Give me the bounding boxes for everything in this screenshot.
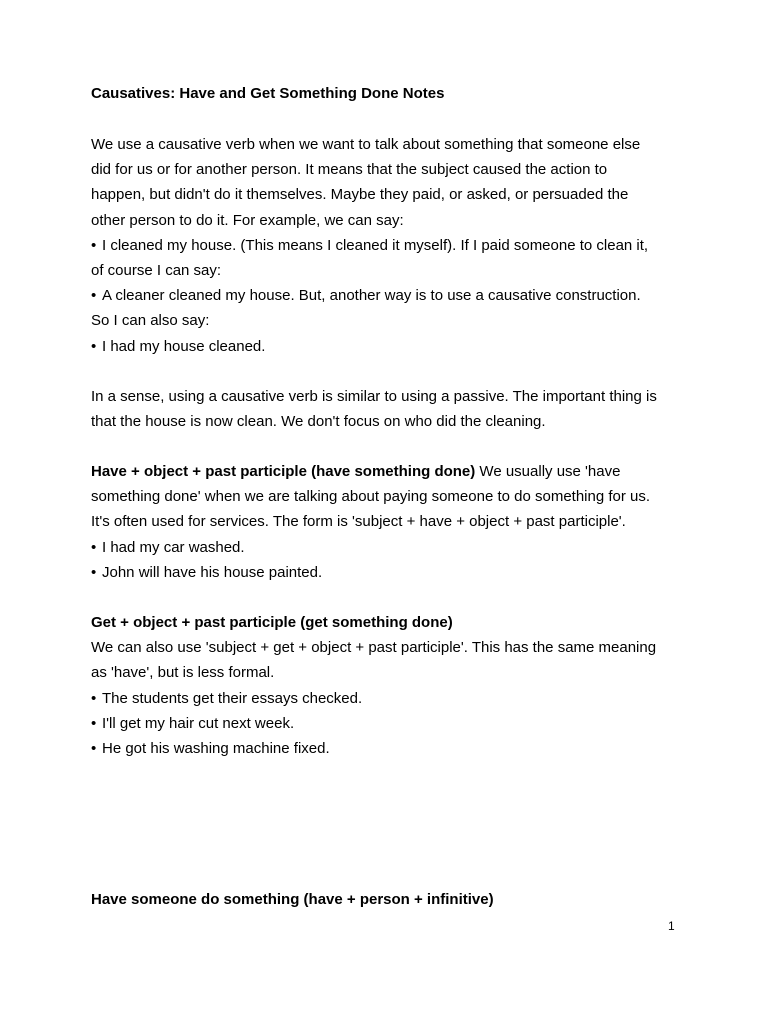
have-section-line: It's often used for services. The form is 'subject + have + object + past participle'.: [91, 513, 626, 531]
bullet-text: I cleaned my house. (This means I cleaned it myself). If I paid someone to clean it,: [102, 236, 649, 254]
bullet-text: I had my car washed.: [102, 538, 245, 556]
bullet-icon: •: [91, 236, 97, 254]
bullet-icon: •: [91, 714, 97, 732]
title-block: [91, 81, 691, 106]
get-section-heading: Get + object + past participle (get something done): [91, 614, 453, 631]
intro-line: happen, but didn't do it themselves. Maybe they paid, or asked, or persuaded the: [91, 186, 629, 204]
have-section-first-line: [91, 459, 691, 484]
bullet-icon: •: [91, 287, 97, 305]
bullet-continuation: of course I can say:: [91, 261, 222, 279]
bullet-icon: •: [91, 563, 97, 581]
bullet-text: John will have his house painted.: [102, 563, 323, 581]
bullet-icon: •: [91, 538, 97, 556]
document-title: Causatives: Have and Get Something Done Notes: [91, 85, 445, 102]
passive-line: In a sense, using a causative verb is similar to using a passive. The important thing is: [91, 388, 657, 405]
intro-line: other person to do it. For example, we can say:: [91, 211, 404, 229]
bullet-icon: •: [91, 337, 97, 355]
get-section-line: as 'have', but is less formal.: [91, 664, 275, 682]
bullet-item: [91, 560, 691, 585]
have-someone-heading: Have someone do something (have + person + infinitive): [91, 891, 494, 908]
passive-line: that the house is now clean. We don't focus on who did the cleaning.: [91, 413, 546, 431]
bullet-icon: •: [91, 689, 97, 707]
have-section-heading: Have + object + past participle (have something done): [91, 463, 476, 480]
bullet-text: A cleaner cleaned my house. But, another way is to use a causative construction.: [102, 287, 641, 305]
intro-paragraph: [91, 132, 691, 359]
have-section-line: something done' when we are talking about paying someone to do something for us.: [91, 488, 651, 506]
bullet-item: [91, 535, 691, 560]
bullet-text: I'll get my hair cut next week.: [102, 714, 295, 732]
bullet-text: The students get their essays checked.: [102, 689, 363, 707]
get-section-line: We can also use 'subject + get + object + past participle'. This has the same meaning: [91, 639, 657, 657]
bullet-item: [91, 283, 691, 308]
bullet-item: [91, 686, 691, 711]
have-section: [91, 459, 691, 585]
have-someone-section: [91, 887, 691, 912]
bullet-item: [91, 736, 691, 761]
bullet-text: He got his washing machine fixed.: [102, 739, 330, 757]
intro-line: did for us or for another person. It means that the subject caused the action to: [91, 161, 608, 179]
bullet-text: I had my house cleaned.: [102, 337, 266, 355]
intro-line: We use a causative verb when we want to talk about something that someone else: [91, 136, 641, 153]
get-section: [91, 610, 691, 761]
bullet-continuation: So I can also say:: [91, 312, 210, 330]
page-number: 1: [668, 919, 675, 933]
bullet-icon: •: [91, 739, 97, 757]
bullet-item: [91, 711, 691, 736]
passive-paragraph: [91, 384, 691, 434]
have-section-text: We usually use 'have: [475, 463, 621, 480]
bullet-item: [91, 334, 691, 359]
bullet-item: [91, 233, 691, 258]
